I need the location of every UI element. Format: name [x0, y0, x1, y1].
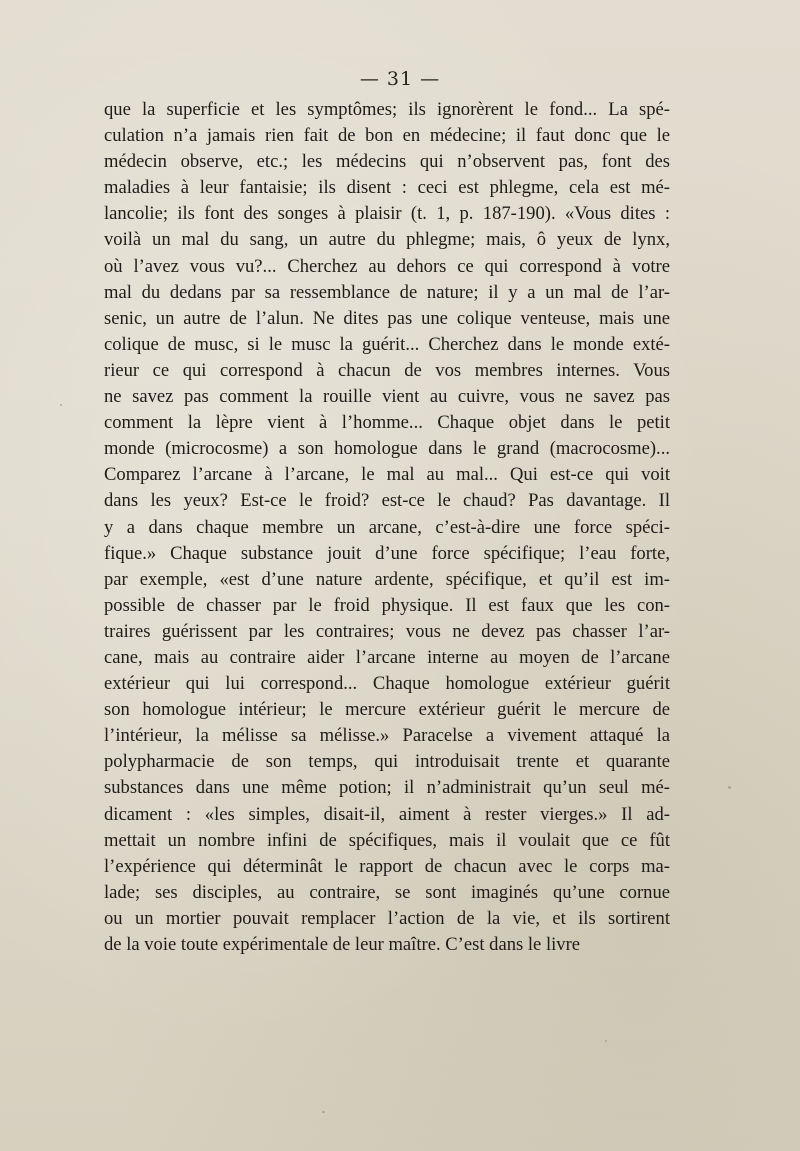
text-line: voilà un mal du sang, un autre du phlegme; mais, ô yeux de lynx,: [104, 229, 670, 251]
paper-speck: [605, 1040, 607, 1042]
text-line: extérieur qui lui correspond... Chaque homologue extérieur guérit: [104, 673, 670, 695]
text-line: polypharmacie de son temps, qui introduisait trente et quarante: [104, 751, 670, 773]
text-line: par exemple, «est d’une nature ardente, spécifique, et qu’il est im-: [104, 568, 670, 590]
text-line: fique.» Chaque substance jouit d’une force spécifique; l’eau forte,: [104, 542, 670, 564]
text-line: son homologue intérieur; le mercure extérieur guérit le mercure de: [104, 699, 670, 721]
paper-speck: [728, 786, 731, 789]
text-line: monde (microcosme) a son homologue dans le grand (macrocosme)...: [104, 438, 670, 460]
text-line: rieur ce qui correspond à chacun de vos membres internes. Vous: [104, 359, 670, 381]
text-line: l’expérience qui déterminât le rapport de chacun avec le corps ma-: [104, 855, 670, 877]
text-line: de la voie toute expérimentale de leur maître. C’est dans le livre: [104, 934, 581, 955]
text-line: lancolie; ils font des songes à plaisir (t. 1, p. 187-190). «Vous dites :: [104, 203, 670, 225]
text-line: colique de musc, si le musc la guérit... Cherchez dans le monde exté-: [104, 333, 670, 355]
text-line: ne savez pas comment la rouille vient au cuivre, vous ne savez pas: [104, 386, 670, 408]
text-line: dans les yeux? Est-ce le froid? est-ce le chaud? Pas davantage. Il: [104, 490, 670, 512]
text-line: dicament : «les simples, disait-il, aiment à rester vierges.» Il ad-: [104, 803, 670, 825]
text-line: cane, mais au contraire aider l’arcane interne au moyen de l’arcane: [104, 646, 670, 668]
text-line: possible de chasser par le froid physique. Il est faux que les con-: [104, 594, 670, 616]
text-line: mal du dedans par sa ressemblance de nature; il y a un mal de l’ar-: [104, 281, 670, 303]
text-line: maladies à leur fantaisie; ils disent : ceci est phlegme, cela est mé-: [104, 177, 670, 199]
text-line: senic, un autre de l’alun. Ne dites pas une colique venteuse, mais une: [104, 307, 670, 329]
paper-speck: [322, 1111, 325, 1113]
paper-speck: [60, 404, 62, 406]
text-line: lade; ses disciples, au contraire, se sont imaginés qu’une cornue: [104, 881, 670, 903]
text-line: que la superficie et les symptômes; ils ignorèrent le fond... La spé-: [104, 99, 670, 120]
text-line: culation n’a jamais rien fait de bon en médecine; il faut donc que le: [104, 125, 670, 147]
text-line: Comparez l’arcane à l’arcane, le mal au mal... Qui est-ce qui voit: [104, 464, 670, 486]
text-line: comment la lèpre vient à l’homme... Chaque objet dans le petit: [104, 412, 670, 434]
text-line: ou un mortier pouvait remplacer l’action de la vie, et ils sortirent: [104, 907, 670, 929]
text-line: substances dans une même potion; il n’administrait qu’un seul mé-: [104, 777, 670, 799]
text-line: mettait un nombre infini de spécifiques, mais il voulait que ce fût: [104, 829, 670, 851]
text-line: médecin observe, etc.; les médecins qui n’observent pas, font des: [104, 151, 670, 173]
text-line: où l’avez vous vu?... Cherchez au dehors ce qui correspond à votre: [104, 255, 670, 277]
text-line: l’intérieur, la mélisse sa mélisse.» Paracelse a vivement attaqué la: [104, 725, 670, 747]
text-line: traires guérissent par les contraires; vous ne devez pas chasser l’ar-: [104, 620, 670, 642]
page-number: — 31 —: [359, 68, 441, 90]
body-text: [104, 97, 670, 958]
text-line: y a dans chaque membre un arcane, c’est-à-dire une force spéci-: [104, 516, 670, 538]
